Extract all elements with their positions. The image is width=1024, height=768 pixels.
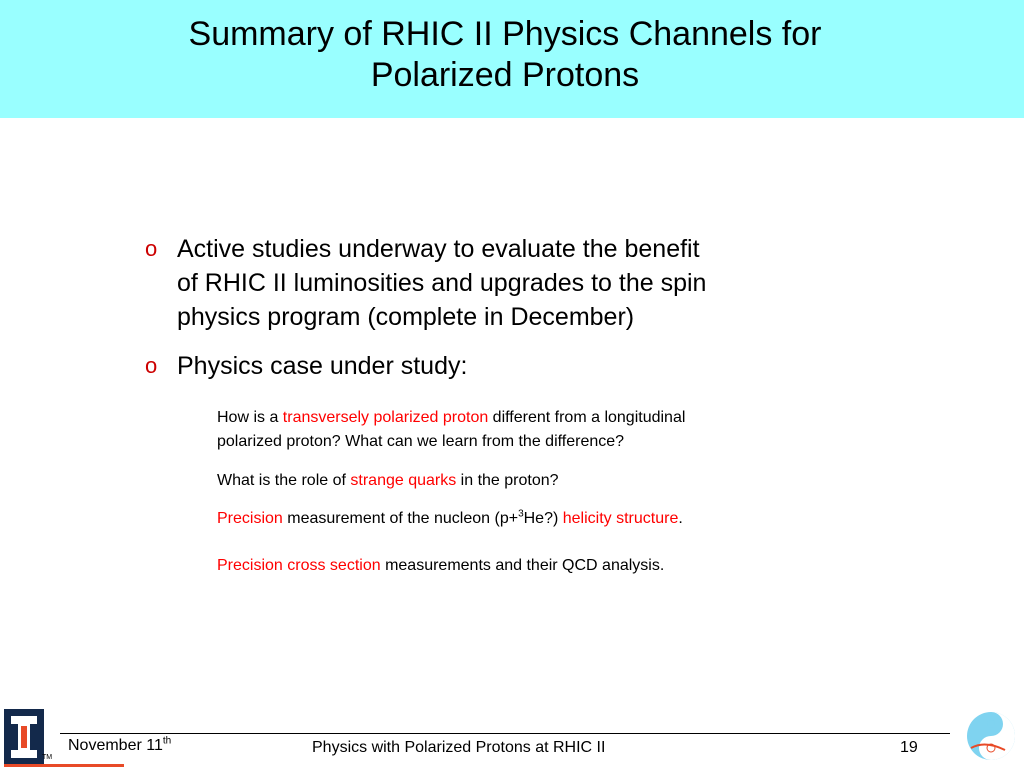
sub-text: measurements and their QCD analysis. — [380, 557, 665, 574]
sub-item-cross-section — [217, 554, 817, 578]
title-line-1: Summary of RHIC II Physics Channels for — [188, 15, 822, 53]
highlight-text: Precision — [217, 510, 283, 527]
sub-text: polarized proton? What can we learn from the difference? — [217, 433, 625, 450]
sub-text: How is a — [217, 409, 283, 426]
footer-accent-bar — [4, 764, 124, 767]
sub-item-strange — [217, 469, 817, 493]
bullet-marker: o — [145, 236, 158, 261]
bullet-line: Active studies underway to evaluate the benefit — [177, 235, 700, 263]
title-bar — [0, 0, 1024, 118]
sub-text: different from a longitudinal — [488, 409, 686, 426]
footer-date-sup: th — [162, 735, 172, 747]
highlight-text: Precision cross section — [217, 557, 381, 574]
footer-date-text: November 11 — [68, 737, 163, 754]
bullet-list — [145, 232, 805, 398]
bullet-line: Physics case under study: — [177, 352, 468, 380]
bullet-line: physics program (complete in December) — [177, 303, 635, 331]
trademark-label: TM — [42, 754, 53, 761]
bullet-line: of RHIC II luminosities and upgrades to the spin — [177, 269, 707, 297]
sub-text: in the proton? — [456, 472, 559, 489]
illinois-i-logo-icon — [4, 709, 44, 765]
sub-text: measurement of the nucleon (p+ — [282, 510, 519, 527]
sub-text: He?) — [523, 510, 563, 527]
bullet-item — [145, 232, 805, 334]
page-number: 19 — [900, 739, 918, 756]
title-line-2: Polarized Protons — [370, 56, 640, 94]
footer-divider — [60, 733, 950, 734]
sub-item-transverse — [217, 406, 817, 454]
sub-text: . — [678, 510, 683, 527]
sub-text: What is the role of — [217, 472, 351, 489]
bullet-marker: o — [145, 353, 158, 378]
footer-title: Physics with Polarized Protons at RHIC II — [312, 739, 606, 756]
rhic-spin-logo-icon — [965, 710, 1017, 762]
highlight-text: transversely polarized proton — [282, 409, 489, 426]
page-title — [0, 14, 1010, 96]
superscript: 3 — [518, 508, 524, 520]
sub-item-helicity — [217, 507, 817, 531]
footer-date — [68, 737, 171, 755]
bullet-item — [145, 349, 805, 383]
highlight-text: strange quarks — [350, 472, 457, 489]
highlight-text: helicity structure — [562, 510, 679, 527]
